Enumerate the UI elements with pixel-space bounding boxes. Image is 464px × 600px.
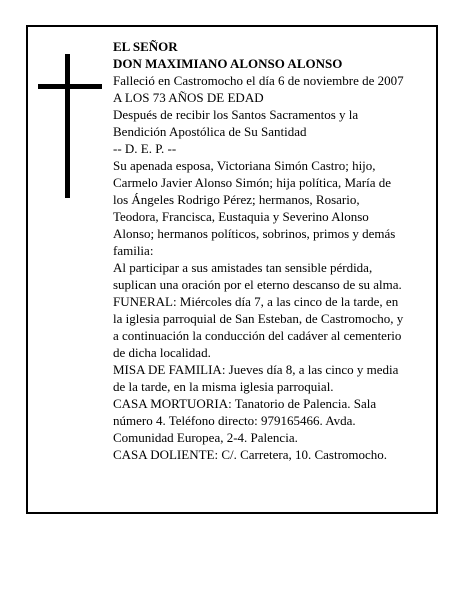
paragraph-line: a continuación la conducción del cadáver al cementerio: [113, 328, 402, 343]
cross-horizontal-bar: [38, 84, 102, 89]
obituary-text: [113, 38, 423, 463]
paragraph-line: número 4. Teléfono directo: 979165466. Avda.: [113, 413, 356, 428]
paragraph-dep: [113, 140, 423, 157]
cross-vertical-bar: [65, 54, 70, 198]
paragraph-line: Carmelo Javier Alonso Simón; hija política, María de: [113, 175, 392, 190]
paragraph-line: MISA DE FAMILIA: Jueves día 8, a las cinco y media: [113, 362, 399, 377]
paragraph-line: Bendición Apostólica de Su Santidad: [113, 124, 307, 139]
paragraph-fallecio: [113, 72, 423, 89]
paragraph-line: Su apenada esposa, Victoriana Simón Castro; hijo,: [113, 158, 376, 173]
title-line-1: EL SEÑOR: [113, 39, 178, 54]
paragraph-line: Después de recibir los Santos Sacramentos y la: [113, 107, 359, 122]
paragraph-line: de la tarde, en la misma iglesia parroquial.: [113, 379, 334, 394]
paragraph-line: Al participar a sus amistades tan sensible pérdida,: [113, 260, 373, 275]
paragraph-line: Teodora, Francisca, Eustaquia y Severino Alonso: [113, 209, 369, 224]
paragraph-line: familia:: [113, 243, 154, 258]
paragraph-line: CASA DOLIENTE: C/. Carretera, 10. Castromocho.: [113, 447, 388, 462]
deceased-name: DON MAXIMIANO ALONSO ALONSO: [113, 56, 343, 71]
paragraph-participar: [113, 259, 423, 293]
paragraph-line: los Ángeles Rodrigo Pérez; hermanos, Rosario,: [113, 192, 360, 207]
paragraph-line: A LOS 73 AÑOS DE EDAD: [113, 90, 264, 105]
paragraph-line: -- D. E. P. --: [113, 141, 177, 156]
paragraph-line: suplican una oración por el eterno descanso de su alma.: [113, 277, 402, 292]
paragraph-funeral: [113, 293, 423, 361]
paragraph-line: Alonso; hermanos políticos, sobrinos, primos y demás: [113, 226, 396, 241]
paragraph-line: la iglesia parroquial de San Esteban, de Castromocho, y: [113, 311, 404, 326]
paragraph-edad: [113, 89, 423, 106]
cross-icon: [38, 54, 102, 198]
paragraph-line: Falleció en Castromocho el día 6 de noviembre de 2007: [113, 73, 404, 88]
paragraph-line: Comunidad Europea, 2-4. Palencia.: [113, 430, 298, 445]
paragraph-sacramentos: [113, 106, 423, 140]
paragraph-line: de dicha localidad.: [113, 345, 211, 360]
paragraph-doliente: [113, 446, 423, 463]
paragraph-familia: [113, 157, 423, 259]
paragraph-line: FUNERAL: Miércoles día 7, a las cinco de la tarde, en: [113, 294, 399, 309]
paragraph-misa: [113, 361, 423, 395]
paragraph-line: CASA MORTUORIA: Tanatorio de Palencia. Sala: [113, 396, 377, 411]
paragraph-mortuoria: [113, 395, 423, 446]
